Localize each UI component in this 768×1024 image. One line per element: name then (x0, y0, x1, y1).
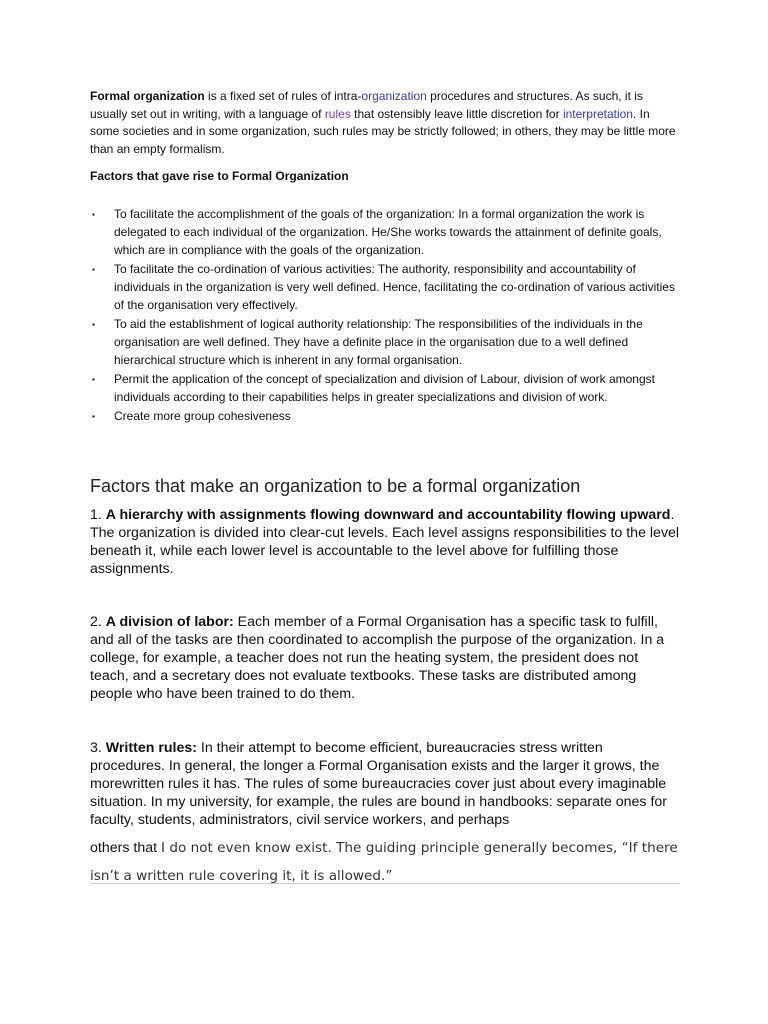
continuation-text-a: others that (90, 840, 161, 856)
point-number: 2. (90, 614, 106, 630)
page-divider (90, 883, 680, 884)
point-number: 3. (90, 740, 106, 756)
point-text: . The organization is divided into clear-cut levels. Each level assigns responsibilities to the level beneath it, while each lower level is accountable to the level above for fulfilling those assignments. (90, 507, 680, 577)
link-rules[interactable]: rules (324, 106, 351, 121)
continuation-text-b: I do not even know exist. The guiding principle generally becomes, “If there isn’t a written rule covering it, it is allowed.” (90, 840, 678, 884)
link-interpretation[interactable]: interpretation (562, 106, 633, 121)
bullet-text: To facilitate the accomplishment of the goals of the organization: In a formal organization the work is delegated to each individual of the organization. He/She works towards the attainment of definite goals, which are in compliance with the goals of the organization. (114, 207, 662, 257)
bullet-item (90, 407, 680, 425)
bullet-text: Create more group cohesiveness (114, 409, 291, 423)
bullet-item (90, 315, 680, 369)
bullet-item (90, 370, 680, 406)
point-number: 1. (90, 507, 106, 523)
bullet-text: Permit the application of the concept of specialization and division of Labour, division of work amongst individuals according to their capabilities helps in greater specializations and division of work. (114, 372, 655, 404)
intro-paragraph (90, 88, 680, 158)
factors-bullet-list (90, 205, 680, 426)
bullet-square-icon: ▪ (92, 375, 95, 384)
bullet-square-icon: ▪ (92, 265, 95, 274)
bullet-square-icon: ▪ (92, 320, 95, 329)
bullet-text: To aid the establishment of logical authority relationship: The responsibilities of the individuals in the organisation are well defined. They have a definite place in the organisation due to a well defined hierarchical structure which is inherent in any formal organisation. (114, 317, 643, 367)
point-hierarchy (90, 506, 680, 578)
link-organization[interactable]: organization (361, 89, 427, 103)
point-text: Each member of a Formal Organisation has a specific task to fulfill, and all of the tasks are then coordinated to accomplish the purpose of the organization. In a college, for example, a teacher does not run the heating system, the president does not teach, and a secretary does not evaluate textbooks. These tasks are distributed among people who have been trained to do them. (90, 614, 665, 702)
bullet-item (90, 205, 680, 259)
bullet-square-icon: ▪ (92, 210, 95, 219)
point-title: A division of labor: (105, 614, 234, 630)
intro-text-1: is a fixed set of rules of intra- (204, 89, 362, 103)
document-page (90, 88, 680, 884)
point-division-of-labor (90, 613, 680, 703)
point-text: In their attempt to become efficient, bureaucracies stress written procedures. In general, the longer a Formal Organisation exists and the larger it grows, the morewritten rules it has. The rules of some bureaucracies cover just about every imaginable situation. In my university, for example, the rules are bound in handbooks: separate ones for faculty, students, administrators, civil service workers, and perhaps (90, 740, 668, 828)
bullet-square-icon: ▪ (92, 412, 95, 421)
point-title: Written rules: (105, 740, 197, 756)
intro-text-2: procedures and structures. As such, it is usually set out in writing, with a language of (90, 89, 643, 121)
intro-text-4: . In some societies and in some organization, such rules may be strictly followed; in others, they may be little more than an empty formalism. (90, 106, 676, 156)
bullet-text: To facilitate the co-ordination of various activities: The authority, responsibility and accountability of individuals in the organization is very well defined. Hence, facilitating the co-ordination of various activities of the organisation very effectively. (114, 262, 675, 312)
point-title: A hierarchy with assignments flowing downward and accountability flowing upward (105, 507, 671, 523)
section-title: Factors that make an organization to be a formal organization (90, 476, 581, 496)
intro-text-3: that ostensibly leave little discretion for (350, 106, 563, 121)
subheading-factors-gave-rise: Factors that gave rise to Formal Organization (90, 169, 349, 183)
point-written-rules (90, 739, 680, 829)
intro-lead-term: Formal organization (90, 89, 205, 103)
continuation-paragraph (90, 834, 680, 890)
bullet-item (90, 260, 680, 314)
